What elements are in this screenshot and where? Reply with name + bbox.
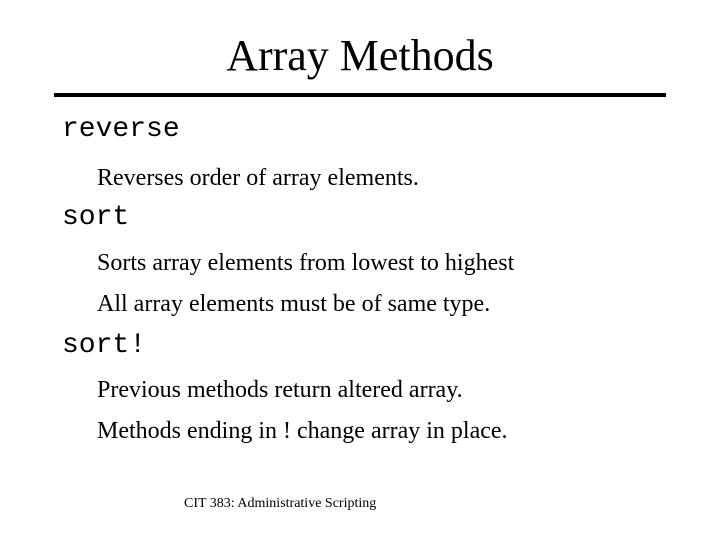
method-description: Methods ending in ! change array in place. (97, 418, 508, 444)
slide-title: Array Methods (226, 31, 494, 80)
method-description: Reverses order of array elements. (97, 165, 419, 191)
method-name-reverse: reverse (62, 114, 180, 145)
method-description: Previous methods return altered array. (97, 377, 463, 403)
method-name-sort: sort (62, 202, 130, 233)
method-description: All array elements must be of same type. (97, 291, 491, 317)
method-description: Sorts array elements from lowest to highest (97, 250, 515, 276)
slide-footer: CIT 383: Administrative Scripting (184, 496, 377, 511)
method-name-sort-bang: sort! (62, 330, 147, 361)
title-divider (54, 93, 666, 97)
